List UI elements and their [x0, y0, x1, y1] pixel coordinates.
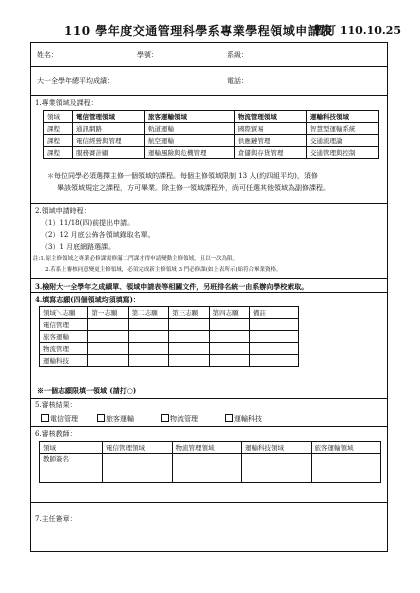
table-row	[40, 331, 299, 343]
choice-cell[interactable]	[169, 319, 209, 331]
table-header-cell: 運輸科技領域	[242, 442, 312, 454]
table-header-cell: 旅客運輸領域	[145, 111, 235, 123]
section-3-text: 3.檢附大一全學年之成績單、領域申請表等相關文件，另班排名統一由系辦向學校索取。	[35, 282, 309, 291]
table-header-cell: 物流管理領域	[234, 111, 306, 123]
phone-label: 電話：	[227, 77, 248, 85]
section-4	[31, 293, 387, 399]
section-6-heading: 6.審核教師：	[35, 430, 77, 438]
section-1-note-line-2: 畢該領域規定之課程，方可畢業。除主修一領域課程外，尚可任選其他領域為副修課程。	[57, 184, 330, 192]
form-title: 110 學年度交通管理科學系專業學程領域申請表	[64, 24, 333, 38]
reviewer-table-header	[40, 442, 381, 454]
choice-cell[interactable]	[128, 331, 168, 343]
checkbox-icon[interactable]	[225, 414, 233, 422]
preference-table-header	[40, 307, 299, 319]
schedule-item: （3）1 月底網路選課。	[41, 243, 116, 251]
table-cell: 課程	[44, 123, 73, 135]
remark-cell[interactable]	[250, 355, 299, 367]
table-cell: 電信經營與管理	[73, 135, 145, 147]
section-2	[31, 204, 387, 279]
course-table	[43, 110, 379, 159]
section-6	[31, 427, 387, 503]
section-4-note: ※一個志願限填一領域 (請打○)	[37, 386, 137, 395]
choice-cell[interactable]	[209, 343, 249, 355]
checkbox-icon[interactable]	[41, 414, 49, 422]
section-7	[31, 503, 387, 551]
result-option[interactable]: 物流管理	[161, 414, 198, 424]
result-option[interactable]: 旅客運輸	[97, 414, 134, 424]
table-header-cell: 領域	[44, 111, 73, 123]
choice-cell[interactable]	[169, 355, 209, 367]
remark-cell[interactable]	[250, 343, 299, 355]
choice-cell[interactable]	[128, 343, 168, 355]
choice-cell[interactable]	[209, 331, 249, 343]
table-cell: 倉儲與存貨管理	[234, 147, 306, 159]
field-name: 運輸科技	[40, 355, 88, 367]
table-header-cell: 領域＼志願	[40, 307, 88, 319]
checkbox-icon[interactable]	[161, 414, 169, 422]
field-name: 物流管理	[40, 343, 88, 355]
signature-cell[interactable]	[172, 454, 242, 483]
signature-cell[interactable]	[103, 454, 173, 483]
table-cell: 運輸風險與危機管理	[145, 147, 235, 159]
preference-table	[39, 306, 299, 367]
table-header-cell: 第三志願	[169, 307, 209, 319]
section-2-heading: 2.領域申請時程：	[35, 207, 91, 215]
table-cell: 交通管理與控制	[306, 147, 378, 159]
table-row	[44, 147, 379, 159]
choice-cell[interactable]	[209, 355, 249, 367]
section-1	[31, 96, 387, 204]
choice-cell[interactable]	[88, 331, 128, 343]
table-row	[40, 355, 299, 367]
table-header-cell: 旅客運輸領域	[311, 442, 381, 454]
schedule-item: （2）12 月底公佈各領域錄取名單。	[41, 231, 155, 239]
choice-cell[interactable]	[209, 319, 249, 331]
remark-cell[interactable]	[250, 319, 299, 331]
table-header-cell: 領域	[40, 442, 103, 454]
section-1-note-line-1: ＊每位同學必須選擇主修一個領域的課程。每個主修領域限制 13 人(約四組平均)，須修	[47, 172, 318, 180]
section-2-note-a: 註:1.原主修領域之專業必修課需修滿二門課才得申請變動主修領域，且以一次為限。	[33, 256, 239, 262]
section-3	[31, 279, 387, 293]
table-header-cell: 第四志願	[209, 307, 249, 319]
field-name: 旅客運輸	[40, 331, 88, 343]
table-cell: 通訊網路	[73, 123, 145, 135]
table-header-cell: 第二志願	[128, 307, 168, 319]
form-frame	[30, 42, 388, 552]
field-name: 電信管理	[40, 319, 88, 331]
result-option[interactable]: 電信管理	[41, 414, 78, 424]
director-signature-label: 7.主任簽章：	[35, 515, 77, 523]
table-row	[40, 454, 381, 483]
remark-cell[interactable]	[250, 331, 299, 343]
table-row	[40, 343, 299, 355]
table-header-cell: 備註	[250, 307, 299, 319]
choice-cell[interactable]	[169, 331, 209, 343]
result-option[interactable]: 運輸科技	[225, 414, 262, 424]
section-1-heading: 1.專業領域及課程：	[35, 99, 98, 107]
table-cell: 服務賽計顧	[73, 147, 145, 159]
section-2-note-b: 2.若系上審核同意變更主修領域，必須完成新主修領域 3 門必修課(如上表所示)始符合畢業資格。	[45, 267, 282, 273]
choice-cell[interactable]	[128, 355, 168, 367]
signature-cell[interactable]	[242, 454, 312, 483]
table-cell: 交通流理論	[306, 135, 378, 147]
table-header-cell: 第一志願	[88, 307, 128, 319]
class-label: 系級：	[227, 51, 248, 59]
checkbox-icon[interactable]	[97, 414, 105, 422]
choice-cell[interactable]	[88, 355, 128, 367]
section-5	[31, 399, 387, 427]
name-row	[31, 43, 387, 67]
table-cell: 智慧型運輸系統	[306, 123, 378, 135]
gpa-row	[31, 67, 387, 96]
table-row	[44, 135, 379, 147]
teacher-signature-label: 教師簽名	[40, 454, 103, 483]
reviewer-table	[39, 441, 381, 483]
revision-date: 暫訂 110.10.25	[314, 24, 402, 37]
table-row	[40, 319, 299, 331]
table-cell: 國際貿易	[234, 123, 306, 135]
table-cell: 航空運輸	[145, 135, 235, 147]
table-cell: 課程	[44, 147, 73, 159]
name-label: 姓名：	[37, 51, 58, 59]
schedule-item: （1）11/18(四)前提出申請。	[41, 219, 135, 227]
section-4-heading: 4.填寫志願(四個領域均須填寫)：	[35, 295, 140, 304]
section-5-heading: 5.審核結果：	[35, 401, 77, 409]
table-row	[44, 123, 379, 135]
choice-cell[interactable]	[88, 343, 128, 355]
table-cell: 課程	[44, 135, 73, 147]
table-header-cell: 電信管理領域	[103, 442, 173, 454]
table-header-cell: 物流管理領域	[172, 442, 242, 454]
table-header-cell: 電信管理領域	[73, 111, 145, 123]
choice-cell[interactable]	[169, 343, 209, 355]
table-header-cell: 運輸科技領域	[306, 111, 378, 123]
signature-cell[interactable]	[311, 454, 381, 483]
course-table-header	[44, 111, 379, 123]
table-cell: 供應鏈管理	[234, 135, 306, 147]
student-id-label: 學號：	[137, 51, 158, 59]
gpa-label: 大一全學年總平均成績：	[37, 77, 114, 85]
choice-cell[interactable]	[88, 319, 128, 331]
choice-cell[interactable]	[128, 319, 168, 331]
table-cell: 軌道運輸	[145, 123, 235, 135]
